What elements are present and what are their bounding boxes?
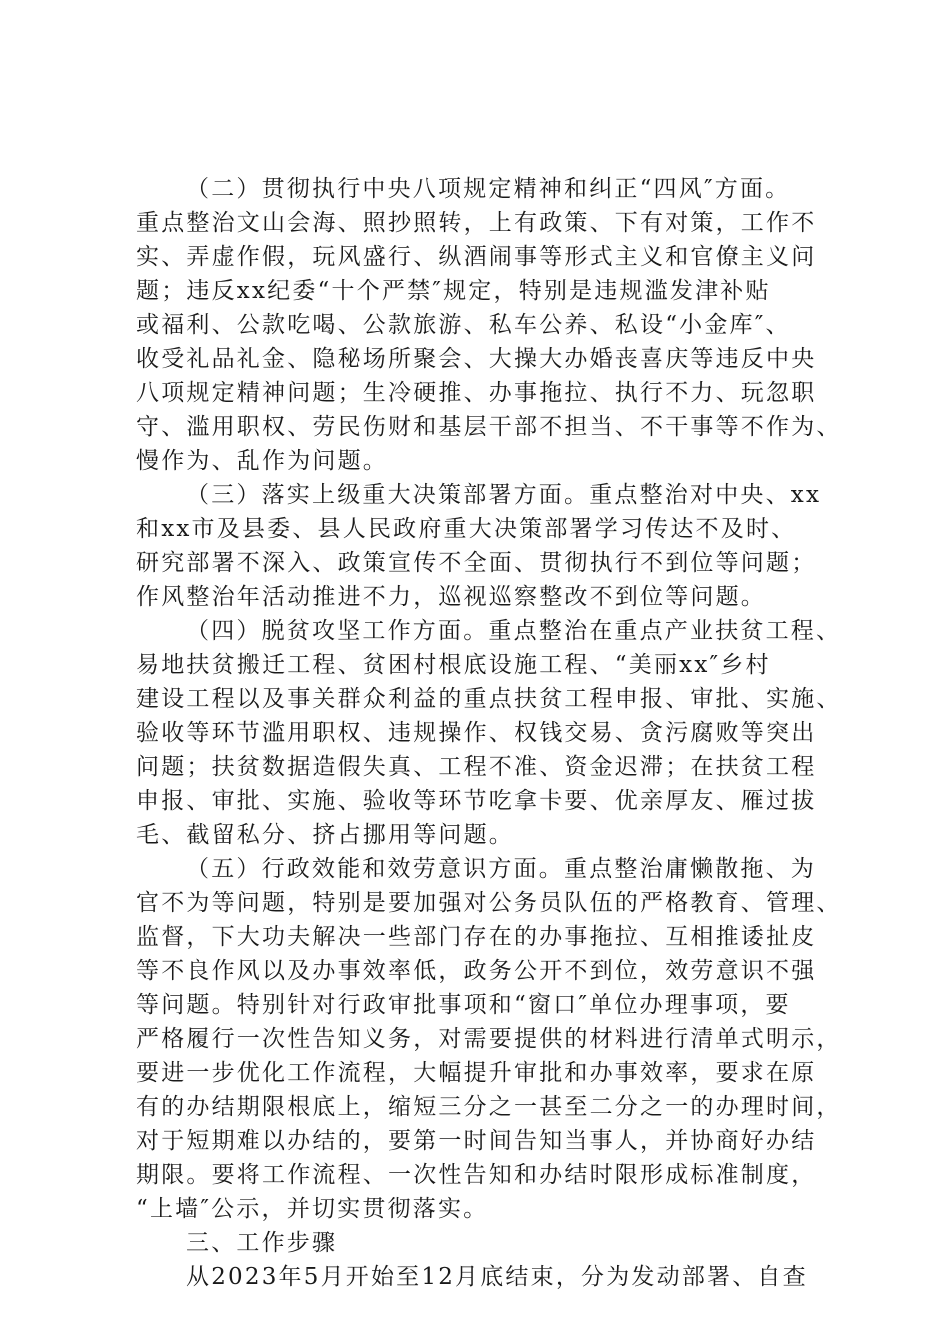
text-line: 重点整治文山会海、照抄照转，上有政策、下有对策，工作不	[136, 210, 817, 236]
text-line: 等问题。特别针对行政审批事项和“窗口″单位办理事项，要	[136, 992, 791, 1018]
text-line: 实、弄虚作假，玩风盛行、纵酒闹事等形式主义和官僚主义问	[136, 244, 817, 270]
text-line: 慢作为、乱作为问题。	[136, 448, 388, 474]
text-line: 作风整治年活动推进不力，巡视巡察整改不到位等问题。	[136, 584, 766, 610]
text-line: 八项规定精神问题；生冷硬推、办事拖拉、执行不力、玩忽职	[136, 380, 817, 406]
text-line: 严格履行一次性告知义务，对需要提供的材料进行清单式明示，	[136, 1026, 842, 1052]
text-line: 或福利、公款吃喝、公款旅游、私车公养、私设“小金库″、	[136, 312, 791, 338]
text-line: “上墙″公示，并切实贯彻落实。	[136, 1196, 489, 1222]
text-line: 验收等环节滥用职权、违规操作、权钱交易、贪污腐败等突出	[136, 720, 817, 746]
text-line: 申报、审批、实施、验收等环节吃拿卡要、优亲厚友、雁过拔	[136, 788, 817, 814]
text-line: 监督，下大功夫解决一些部门存在的办事拖拉、互相推诿扯皮	[136, 924, 817, 950]
text-line: 毛、截留私分、挤占挪用等问题。	[136, 822, 514, 848]
text-line: 研究部署不深入、政策宣传不全面、贯彻执行不到位等问题；	[136, 550, 817, 576]
text-line: 守、滥用职权、劳民伤财和基层干部不担当、不干事等不作为、	[136, 414, 842, 440]
text-line: 等不良作风以及办事效率低，政务公开不到位，效劳意识不强	[136, 958, 817, 984]
paragraph-5-heading-line: （五）行政效能和效劳意识方面。重点整治庸懒散拖、为	[186, 856, 816, 882]
text-line: 期限。要将工作流程、一次性告知和办结时限形成标准制度，	[136, 1162, 817, 1188]
text-line: 问题；扶贫数据造假失真、工程不准、资金迟滞；在扶贫工程	[136, 754, 817, 780]
paragraph-3-heading-line: （三）落实上级重大决策部署方面。重点整治对中央、xx	[186, 482, 822, 508]
text-line: 题；违反xx纪委“十个严禁″规定，特别是违规滥发津补贴	[136, 278, 771, 304]
text-line: 从2023年5月开始至12月底结束，分为发动部署、自查	[186, 1264, 808, 1290]
paragraph-2-heading-line: （二）贯彻执行中央八项规定精神和纠正“四风″方面。	[186, 176, 791, 202]
text-line: 要进一步优化工作流程，大幅提升审批和办事效率，要求在原	[136, 1060, 817, 1086]
paragraph-4-heading-line: （四）脱贫攻坚工作方面。重点整治在重点产业扶贫工程、	[186, 618, 842, 644]
text-line: 和xx市及县委、县人民政府重大决策部署学习传达不及时、	[136, 516, 797, 542]
text-line: 建设工程以及事关群众利益的重点扶贫工程申报、审批、实施、	[136, 686, 842, 712]
text-line: 易地扶贫搬迁工程、贫困村根底设施工程、“美丽xx″乡村	[136, 652, 771, 678]
document-body	[136, 172, 848, 1294]
text-line: 官不为等问题，特别是要加强对公务员队伍的严格教育、管理、	[136, 890, 842, 916]
text-line: 有的办结期限根底上，缩短三分之一甚至二分之一的办理时间，	[136, 1094, 842, 1120]
text-line: 对于短期难以办结的，要第一时间告知当事人，并协商好办结	[136, 1128, 817, 1154]
section-heading: 三、工作步骤	[186, 1230, 338, 1256]
text-line: 收受礼品礼金、隐秘场所聚会、大操大办婚丧喜庆等违反中央	[136, 346, 817, 372]
